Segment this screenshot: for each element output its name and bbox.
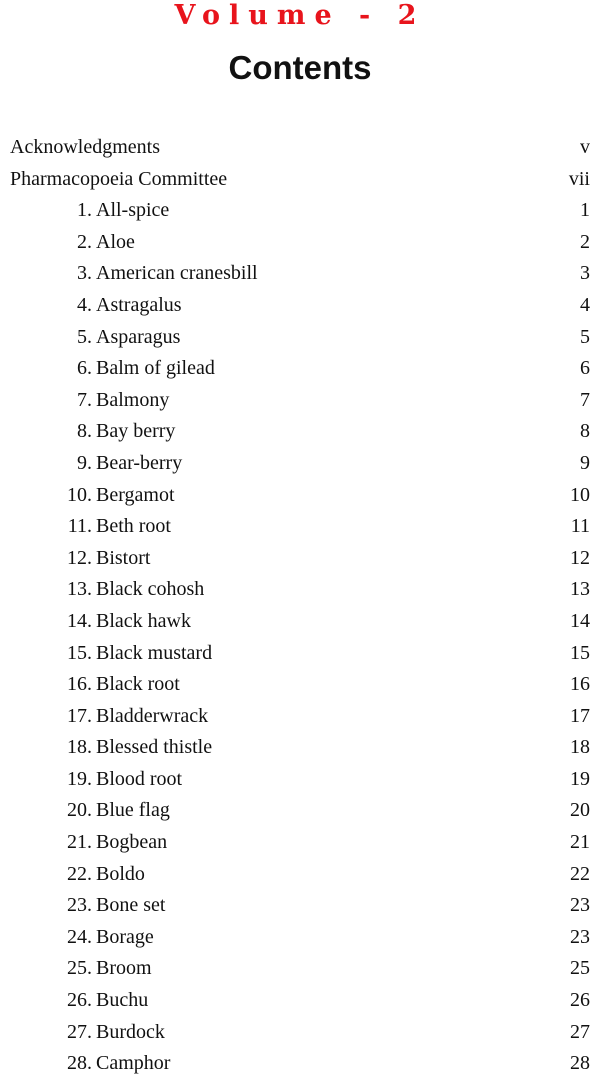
toc-entry	[10, 385, 590, 417]
toc-entry	[10, 416, 590, 448]
front-matter-row	[10, 132, 590, 164]
entry-title: American cranesbill	[96, 262, 258, 285]
entry-number: 6.	[77, 357, 92, 380]
entry-title: Black cohosh	[96, 578, 205, 601]
entry-title: Bladderwrack	[96, 704, 209, 727]
entry-title: Bogbean	[96, 831, 168, 854]
toc-entry	[10, 543, 590, 575]
entry-number: 10.	[67, 483, 92, 506]
entry-number: 8.	[77, 420, 92, 443]
toc-entry	[10, 1048, 590, 1080]
entry-number: 19.	[67, 767, 92, 790]
table-of-contents	[10, 132, 590, 1080]
toc-entry	[10, 985, 590, 1017]
entry-title: Blessed thistle	[96, 736, 213, 759]
front-matter-label: Acknowledgments	[10, 136, 160, 158]
entry-title: All-spice	[96, 199, 170, 222]
page-number: 17	[570, 704, 590, 727]
entry-title: Blue flag	[96, 799, 170, 822]
entry-number: 4.	[77, 293, 92, 316]
front-matter-label: Pharmacopoeia Committee	[10, 167, 228, 190]
toc-entry	[10, 827, 590, 859]
entry-title: Bistort	[96, 546, 151, 569]
entry-number: 27.	[67, 1020, 92, 1043]
page-number: 16	[570, 673, 590, 696]
toc-entry	[10, 448, 590, 480]
toc-entry	[10, 890, 590, 922]
entry-number: 3.	[77, 262, 92, 285]
entry-title: Bear-berry	[96, 451, 183, 474]
page-number: 20	[570, 799, 590, 822]
entry-title: Black hawk	[96, 609, 191, 632]
volume-heading: Volume - 2	[174, 0, 426, 31]
entry-number: 11.	[67, 515, 92, 538]
toc-entry	[10, 669, 590, 701]
entry-title: Aloe	[96, 230, 135, 253]
entry-number: 7.	[77, 388, 92, 411]
entry-number: 12.	[67, 546, 92, 569]
toc-entry	[10, 764, 590, 796]
page-number: 4	[580, 293, 590, 316]
entry-number: 1.	[77, 199, 92, 222]
entry-title: Bay berry	[96, 420, 176, 443]
toc-entry	[10, 353, 590, 385]
page-number: 23	[570, 894, 590, 917]
entry-number: 14.	[67, 609, 92, 632]
entry-number: 20.	[67, 799, 92, 822]
entry-title: Black mustard	[96, 641, 213, 664]
page-number: 23	[570, 925, 590, 948]
page-number: 5	[580, 325, 590, 348]
toc-entry	[10, 511, 590, 543]
page-number: 7	[580, 388, 590, 411]
page-number: 6	[580, 357, 590, 380]
page-number: 22	[570, 862, 590, 885]
entry-number: 15.	[67, 641, 92, 664]
page-number: 3	[580, 262, 590, 285]
entry-number: 28.	[67, 1052, 92, 1075]
entry-number: 21.	[67, 831, 92, 854]
page-number: 12	[570, 546, 590, 569]
page-title: Contents	[228, 49, 372, 86]
entry-title: Black root	[96, 673, 180, 696]
entry-title: Broom	[96, 957, 152, 980]
entry-number: 25.	[67, 957, 92, 980]
entry-title: Astragalus	[96, 293, 182, 316]
page-number: 18	[570, 736, 590, 759]
toc-entry	[10, 1017, 590, 1049]
entry-number: 24.	[67, 925, 92, 948]
page-number: 28	[570, 1052, 590, 1075]
entry-title: Asparagus	[96, 325, 181, 348]
entry-title: Beth root	[96, 515, 171, 538]
entry-number: 2.	[77, 230, 92, 253]
entry-title: Borage	[96, 925, 154, 948]
toc-entry	[10, 922, 590, 954]
toc-entry	[10, 638, 590, 670]
entry-title: Bone set	[96, 894, 166, 917]
toc-entry	[10, 859, 590, 891]
page-number: 15	[570, 641, 590, 664]
entry-title: Boldo	[96, 862, 145, 885]
page-number: 8	[580, 420, 590, 443]
front-matter-row	[10, 164, 590, 196]
entry-number: 26.	[67, 989, 92, 1012]
toc-entry	[10, 606, 590, 638]
toc-entry	[10, 322, 590, 354]
entry-number: 22.	[67, 862, 92, 885]
toc-entry	[10, 480, 590, 512]
entry-number: 23.	[67, 894, 92, 917]
toc-entry	[10, 732, 590, 764]
page-number: 1	[580, 199, 590, 222]
toc-entry	[10, 258, 590, 290]
entry-number: 13.	[67, 578, 92, 601]
toc-entry	[10, 701, 590, 733]
entry-title: Balmony	[96, 388, 170, 411]
entry-title: Blood root	[96, 767, 183, 790]
page-number: 21	[570, 831, 590, 854]
toc-entry	[10, 195, 590, 227]
entry-number: 18.	[67, 736, 92, 759]
entry-title: Camphor	[96, 1052, 171, 1075]
page-number: 25	[570, 957, 590, 980]
entry-number: 5.	[77, 325, 92, 348]
toc-entry	[10, 574, 590, 606]
page-number: 2	[580, 230, 590, 253]
front-matter-list	[10, 132, 590, 195]
entry-number: 17.	[67, 704, 92, 727]
entry-title: Bergamot	[96, 483, 175, 506]
page-number: 27	[570, 1020, 590, 1043]
entry-list	[10, 195, 590, 1080]
toc-entry	[10, 290, 590, 322]
page-number: 26	[570, 989, 590, 1012]
toc-entry	[10, 953, 590, 985]
page-number: 19	[570, 767, 590, 790]
entry-number: 16.	[67, 673, 92, 696]
entry-title: Balm of gilead	[96, 357, 215, 380]
page-number: vii	[568, 167, 590, 190]
toc-entry	[10, 795, 590, 827]
page-number: 11	[570, 515, 590, 538]
entry-number: 9.	[77, 451, 92, 474]
page-number: 10	[570, 483, 590, 506]
page-number: v	[580, 136, 590, 158]
entry-title: Burdock	[96, 1020, 165, 1043]
page-number: 14	[570, 609, 590, 632]
toc-entry	[10, 227, 590, 259]
entry-title: Buchu	[96, 989, 149, 1012]
page-number: 13	[570, 578, 590, 601]
page-number: 9	[580, 451, 590, 474]
